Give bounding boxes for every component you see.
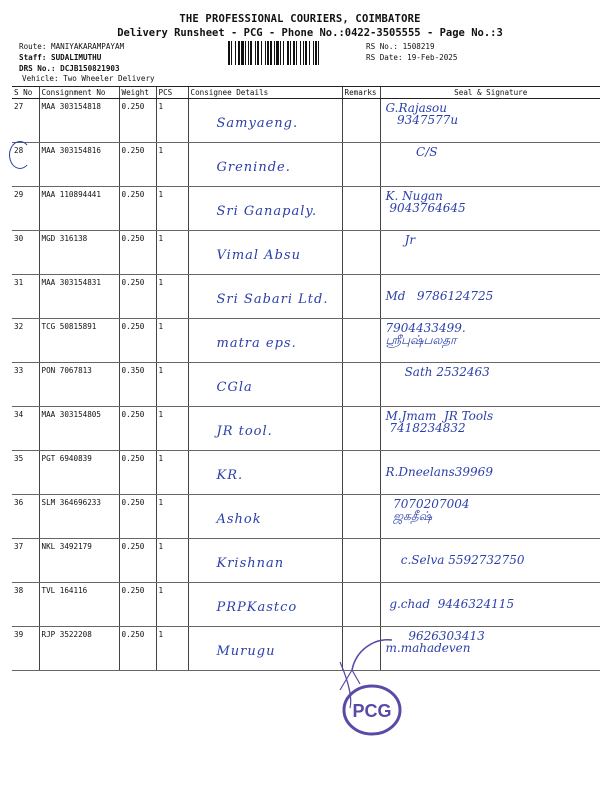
handwritten-consignee: Murugu [216, 644, 276, 659]
row-sno: 29 [12, 187, 39, 231]
barcode-bar [315, 41, 317, 65]
company-title: THE PROFESSIONAL COURIERS, COIMBATORE [179, 13, 421, 25]
barcode-bar [280, 41, 281, 65]
handwritten-signature: R.Dneelans39969 [385, 465, 493, 479]
row-signature [380, 539, 600, 583]
row-pcs: 1 [156, 319, 188, 363]
row-pcs: 1 [156, 627, 188, 671]
row-consignee [188, 407, 342, 451]
barcode-bar [250, 41, 252, 65]
row-consignment-no: TVL 164116 [39, 583, 119, 627]
row-signature [380, 231, 600, 275]
row-remarks [342, 495, 380, 539]
row-weight: 0.350 [119, 363, 156, 407]
barcode-bar [313, 41, 314, 65]
row-consignee [188, 275, 342, 319]
table-row [12, 495, 600, 539]
row-consignment-no: TCG 50815891 [39, 319, 119, 363]
handwritten-signature: c.Selva 5592732750 [400, 553, 525, 567]
table-header-row [12, 87, 600, 99]
row-remarks [342, 99, 380, 143]
row-remarks [342, 231, 380, 275]
row-consignee [188, 319, 342, 363]
handwritten-signature: Jr [385, 233, 416, 247]
row-remarks [342, 275, 380, 319]
handwritten-consignee: JR tool. [216, 424, 273, 439]
handwritten-consignee: PRPKastco [216, 600, 298, 615]
row-weight: 0.250 [119, 143, 156, 187]
row-weight: 0.250 [119, 627, 156, 671]
row-remarks [342, 539, 380, 583]
handwritten-signature: C/S [385, 145, 438, 159]
row-sno: 39 [12, 627, 39, 671]
row-consignment-no: RJP 3522208 [39, 627, 119, 671]
row-consignee [188, 231, 342, 275]
runsheet-table [12, 86, 600, 671]
row-pcs: 1 [156, 143, 188, 187]
barcode-bar [296, 41, 297, 65]
barcode-bar [287, 41, 289, 65]
row-signature [380, 407, 600, 451]
row-pcs: 1 [156, 495, 188, 539]
row-consignment-no: MAA 110894441 [39, 187, 119, 231]
handwritten-signature: G.Rajasou 9347577u [385, 101, 459, 127]
row-remarks [342, 319, 380, 363]
handwritten-signature: M.Jmam JR Tools 7418234832 [385, 409, 494, 435]
table-row [12, 539, 600, 583]
row-signature [380, 363, 600, 407]
row-signature [380, 143, 600, 187]
row-weight: 0.250 [119, 231, 156, 275]
col-header-sno: S No [12, 87, 39, 99]
row-consignment-no: PGT 6940839 [39, 451, 119, 495]
barcode-bar [235, 41, 236, 65]
table-row [12, 143, 600, 187]
barcode-bar [257, 41, 259, 65]
row-pcs: 1 [156, 363, 188, 407]
row-weight: 0.250 [119, 319, 156, 363]
barcode-bar [274, 41, 275, 65]
handwritten-consignee: Vimal Absu [216, 248, 301, 263]
row-consignment-no: MAA 303154831 [39, 275, 119, 319]
drs-number: DRS No.: DCJB150821903 [19, 64, 120, 73]
barcode-bar [318, 41, 319, 65]
handwritten-consignee: Greninde. [216, 160, 291, 175]
row-sno: 33 [12, 363, 39, 407]
row-pcs: 1 [156, 99, 188, 143]
handwritten-signature: Md 9786124725 [385, 289, 494, 303]
row-consignee [188, 627, 342, 671]
row-signature [380, 319, 600, 363]
row-consignment-no: PON 7067813 [39, 363, 119, 407]
runsheet-subtitle: Delivery Runsheet - PCG - Phone No.:0422-3505555 - Page No.:3 [117, 27, 503, 39]
row-pcs: 1 [156, 187, 188, 231]
row-remarks [342, 407, 380, 451]
row-consignment-no: MAA 303154805 [39, 407, 119, 451]
row-sno: 34 [12, 407, 39, 451]
row-sno: 30 [12, 231, 39, 275]
col-header-consignee: Consignee Details [188, 87, 342, 99]
barcode-bar [309, 41, 310, 65]
row-consignee [188, 143, 342, 187]
barcode-bar [255, 41, 256, 65]
barcode-bar [261, 41, 262, 65]
handwritten-signature: K. Nugan 9043764645 [385, 189, 466, 215]
vehicle-label: Vehicle: Two Wheeler Delivery [22, 74, 155, 83]
handwritten-signature: g.chad 9446324115 [389, 597, 515, 611]
barcode-bar [290, 41, 291, 65]
row-remarks [342, 187, 380, 231]
handwritten-consignee: Samyaeng. [216, 116, 299, 131]
row-weight: 0.250 [119, 495, 156, 539]
table-row [12, 275, 600, 319]
staff-label: Staff: SUDALIMUTHU [19, 53, 102, 62]
table-row [12, 363, 600, 407]
row-weight: 0.250 [119, 187, 156, 231]
row-consignee [188, 99, 342, 143]
pcg-stamp-icon [330, 630, 445, 745]
row-remarks [342, 451, 380, 495]
row-consignee [188, 583, 342, 627]
row-pcs: 1 [156, 407, 188, 451]
table-row [12, 407, 600, 451]
col-header-pcs: PCS [156, 87, 188, 99]
row-sno: 27 [12, 99, 39, 143]
barcode-icon [228, 41, 352, 65]
row-sno: 38 [12, 583, 39, 627]
rs-date: RS Date: 19-Feb-2025 [366, 53, 458, 62]
barcode-bar [293, 41, 295, 65]
svg-text:PCG: PCG [352, 701, 392, 721]
row-weight: 0.250 [119, 407, 156, 451]
row-remarks [342, 363, 380, 407]
row-consignee [188, 451, 342, 495]
col-header-weight: Weight [119, 87, 156, 99]
table-row [12, 99, 600, 143]
row-signature [380, 583, 600, 627]
handwritten-signature: 7904433499. ஸ்ரீபுஷ்பலதா [385, 321, 466, 347]
row-signature [380, 99, 600, 143]
row-pcs: 1 [156, 231, 188, 275]
col-header-consignment: Consignment No [39, 87, 119, 99]
barcode-bar [303, 41, 304, 65]
table-row [12, 319, 600, 363]
row-weight: 0.250 [119, 539, 156, 583]
handwritten-consignee: CGla [216, 380, 253, 395]
row-sno: 31 [12, 275, 39, 319]
barcode-bar [238, 41, 240, 65]
barcode-bar [228, 41, 230, 65]
row-weight: 0.250 [119, 583, 156, 627]
handwritten-consignee: KR. [216, 468, 244, 483]
row-pcs: 1 [156, 451, 188, 495]
barcode-bar [283, 41, 284, 65]
row-consignee [188, 495, 342, 539]
row-consignment-no: MAA 303154818 [39, 99, 119, 143]
handwritten-circle-mark [9, 141, 31, 169]
row-signature [380, 187, 600, 231]
row-sno: 35 [12, 451, 39, 495]
handwritten-signature: 9626303413 m.mahadeven [385, 629, 485, 655]
row-consignee [188, 187, 342, 231]
row-remarks [342, 143, 380, 187]
row-weight: 0.250 [119, 275, 156, 319]
row-consignment-no: NKL 3492179 [39, 539, 119, 583]
col-header-remarks: Remarks [342, 87, 380, 99]
handwritten-consignee: Sri Ganapaly. [216, 204, 318, 219]
handwritten-signature: Sath 2532463 [385, 365, 490, 379]
barcode-bar [267, 41, 269, 65]
table-row [12, 231, 600, 275]
row-sno: 37 [12, 539, 39, 583]
row-pcs: 1 [156, 275, 188, 319]
barcode-bar [231, 41, 232, 65]
row-pcs: 1 [156, 583, 188, 627]
barcode-bar [300, 41, 301, 65]
row-signature [380, 495, 600, 539]
row-pcs: 1 [156, 539, 188, 583]
barcode-bar [245, 41, 246, 65]
row-sno: 28 [12, 143, 39, 187]
table-row [12, 583, 600, 627]
handwritten-consignee: Krishnan [216, 556, 285, 571]
row-consignment-no: MAA 303154816 [39, 143, 119, 187]
handwritten-signature: 7070207004 ஜகதீஷ் [393, 497, 470, 523]
row-remarks [342, 583, 380, 627]
barcode-bar [270, 41, 272, 65]
handwritten-consignee: Sri Sabari Ltd. [216, 292, 329, 307]
col-header-signature: Seal & Signature [380, 87, 600, 99]
row-consignee [188, 539, 342, 583]
barcode-bar [248, 41, 249, 65]
table-row [12, 627, 600, 671]
handwritten-consignee: matra eps. [216, 336, 297, 351]
handwritten-consignee: Ashok [216, 512, 262, 527]
rs-number: RS No.: 1508219 [366, 42, 435, 51]
barcode-bar [305, 41, 307, 65]
row-sno: 36 [12, 495, 39, 539]
table-row [12, 451, 600, 495]
barcode-bar [265, 41, 266, 65]
row-consignee [188, 363, 342, 407]
row-consignment-no: MGD 316138 [39, 231, 119, 275]
table-row [12, 187, 600, 231]
row-weight: 0.250 [119, 451, 156, 495]
route-label: Route: MANIYAKARAMPAYAM [19, 42, 125, 51]
row-signature [380, 451, 600, 495]
barcode-bar [241, 41, 244, 65]
row-sno: 32 [12, 319, 39, 363]
row-signature [380, 275, 600, 319]
row-weight: 0.250 [119, 99, 156, 143]
barcode-bar [276, 41, 279, 65]
row-consignment-no: SLM 364696233 [39, 495, 119, 539]
